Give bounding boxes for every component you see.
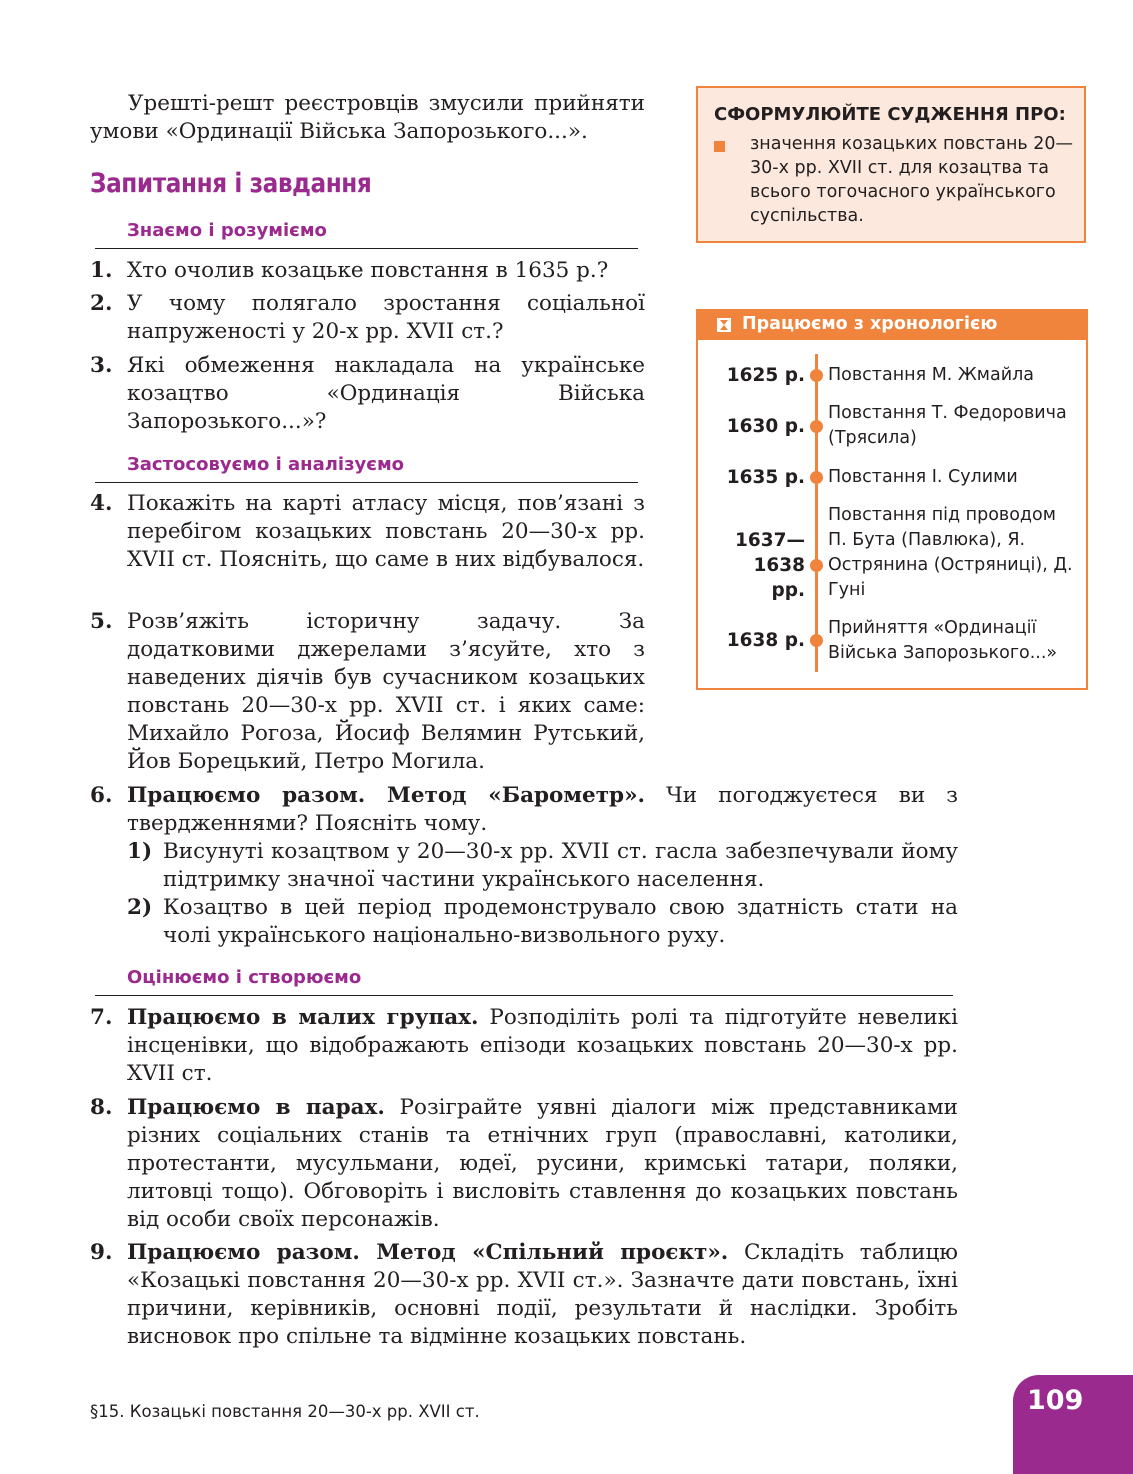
question-text: Розіграйте уявні діалоги між представниками різних соціальних станів та етнічних груп (православні, католики, протестанти, мусульмани, юдеї, русини, кримські татари, поляки, литовці тощо). Обговоріть і висловіть ставлення до козацьких повстань від особи своїх персонажів. bbox=[127, 1095, 959, 1232]
question-text: Які обмеження накладала на українське козацтво «Ординація Війська Запорозького...»? bbox=[127, 353, 645, 434]
statement-text: Козацтво в цей період продемонструвало свою здатність стати на чолі українського національно-визвольного руху. bbox=[163, 895, 958, 948]
timeline-year: 1625 р. bbox=[726, 365, 805, 386]
timeline-event: Повстання під проводом П. Бута (Павлюка), Я. Острянина (Остряниці), Д. Гуні bbox=[828, 505, 1073, 600]
timeline-year: 1638 р. bbox=[726, 630, 805, 651]
question-number: 2. bbox=[90, 291, 113, 316]
question-text: Розподіліть ролі та підготуйте невеликі інсценівки, що відображають епізоди козацьких повстань 20—30-х рр. XVII ст. bbox=[127, 1005, 958, 1086]
timeline-dot bbox=[810, 369, 823, 382]
timeline-year: 1630 р. bbox=[726, 416, 805, 437]
question-text: Складіть таблицю «Козацькі повстання 20—30-х рр. XVII ст.». Зазначте дати повстань, їхні причини, керівників, основні події, результати й наслідки. Зробіть висновок про спільне та відмінне козацьких повстань. bbox=[127, 1240, 958, 1349]
question-number: 3. bbox=[90, 353, 113, 378]
statement-text: Висунуті козацтвом у 20—30-х рр. XVII ст. гасла забезпечували йому підтримку значної частини українського населення. bbox=[163, 839, 958, 892]
timeline-line bbox=[815, 354, 818, 672]
subhead-apply: Застосовуємо і аналізуємо bbox=[127, 454, 405, 475]
timeline-event: Повстання М. Жмайла bbox=[828, 365, 1034, 385]
page-number: 109 bbox=[1027, 1385, 1084, 1416]
question-method: Працюємо разом. Метод «Спільний проєкт». bbox=[127, 1240, 729, 1265]
divider-rule bbox=[95, 248, 638, 249]
timeline-year: 1635 р. bbox=[726, 467, 805, 488]
timeline-year: 1637— 1638 рр. bbox=[735, 530, 805, 601]
question-item bbox=[90, 1004, 958, 1088]
question-number: 9. bbox=[90, 1240, 113, 1265]
judgement-title: СФОРМУЛЮЙТЕ СУДЖЕННЯ ПРО: bbox=[714, 104, 1066, 125]
question-item bbox=[90, 1239, 958, 1351]
question-item bbox=[90, 352, 645, 436]
timeline-dot bbox=[810, 559, 823, 572]
statement-item bbox=[127, 894, 958, 950]
question-number: 5. bbox=[90, 609, 113, 634]
question-text: У чому полягало зростання соціальної напруженості у 20-х рр. XVII ст.? bbox=[127, 291, 645, 344]
timeline-dot bbox=[810, 471, 823, 484]
question-number: 1. bbox=[90, 258, 113, 283]
question-method: Працюємо в малих групах. bbox=[127, 1005, 479, 1030]
statement-item bbox=[127, 838, 958, 894]
question-number: 8. bbox=[90, 1095, 113, 1120]
question-text: Розв’яжіть історичну задачу. За додатковими джерелами з’ясуйте, хто з наведених діячів був сучасником козацьких повстань 20—30-х рр. XVII ст. і яких саме: Михайло Рогоза, Йосиф Велямин Рутський, Йов Борецький, Петро Могила. bbox=[127, 609, 645, 774]
footer-chapter: §15. Козацькі повстання 20—30-х рр. XVII ст. bbox=[90, 1402, 480, 1421]
timeline-dot bbox=[810, 634, 823, 647]
question-text: Хто очолив козацьке повстання в 1635 р.? bbox=[127, 258, 609, 283]
question-item bbox=[90, 782, 958, 838]
timeline-event: Повстання І. Сулими bbox=[828, 467, 1018, 487]
square-bullet-icon bbox=[714, 141, 725, 152]
timeline-event: Повстання Т. Федоровича (Трясила) bbox=[828, 403, 1067, 448]
question-number: 7. bbox=[90, 1005, 113, 1030]
timeline-dot bbox=[810, 420, 823, 433]
question-number: 4. bbox=[90, 491, 113, 516]
intro-paragraph: Урешті-решт реєстровців змусили прийняти умови «Ординації Війська Запорозького...». bbox=[90, 91, 645, 144]
subhead-evaluate: Оцінюємо і створюємо bbox=[127, 967, 362, 988]
question-item bbox=[90, 290, 645, 346]
statement-number: 1) bbox=[127, 839, 153, 864]
question-method: Працюємо разом. Метод «Барометр». bbox=[127, 783, 646, 808]
question-number: 6. bbox=[90, 783, 113, 808]
hourglass-icon bbox=[717, 318, 731, 332]
question-method: Працюємо в парах. bbox=[127, 1095, 385, 1120]
chronology-box bbox=[696, 309, 1088, 690]
chronology-title: Працюємо з хронологією bbox=[742, 314, 998, 334]
question-text: Чи погоджуєтеся ви з твердженнями? Поясніть чому. bbox=[127, 783, 958, 836]
page-number-tab bbox=[1013, 1375, 1133, 1474]
question-text: Покажіть на карті атласу місця, пов’язані з перебігом козацьких повстань 20—30-х рр. XVII ст. Поясніть, що саме в них відбувалося. bbox=[127, 491, 645, 572]
question-item bbox=[90, 608, 645, 776]
chronology-header bbox=[698, 311, 1086, 340]
judgement-item: значення козацьких повстань 20—30-х рр. XVII ст. для козацтва та всього тогочасного українського суспільства. bbox=[750, 134, 1074, 226]
subhead-know: Знаємо і розуміємо bbox=[127, 220, 327, 241]
divider-rule bbox=[95, 995, 953, 996]
judgement-box bbox=[696, 86, 1086, 243]
question-item bbox=[90, 257, 645, 285]
section-title: Запитання і завдання bbox=[90, 168, 372, 199]
divider-rule bbox=[95, 482, 638, 483]
timeline-event: Прийняття «Ординації Війська Запорозького...» bbox=[828, 618, 1058, 663]
question-item bbox=[90, 1094, 958, 1234]
statement-number: 2) bbox=[127, 895, 153, 920]
question-item bbox=[90, 490, 645, 574]
